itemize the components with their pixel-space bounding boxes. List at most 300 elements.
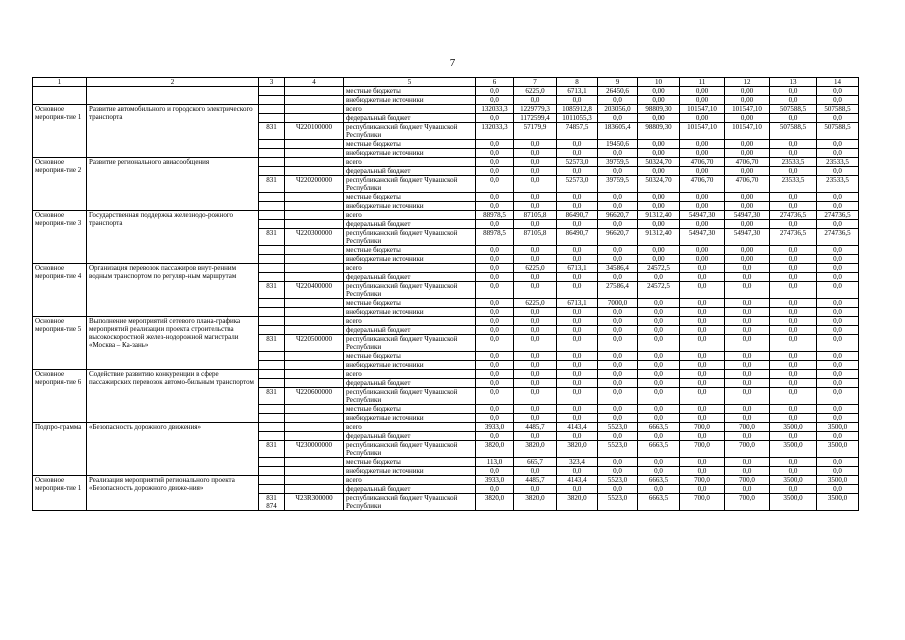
budget-code [285, 414, 344, 423]
amount-cell: 3500,0 [817, 441, 859, 458]
amount-cell: 23533,5 [817, 176, 859, 193]
budget-code [285, 299, 344, 308]
table-row [33, 317, 859, 326]
funding-source: республиканский бюджет Чувашской Республики [344, 123, 476, 140]
column-number-row [33, 78, 859, 87]
status-label: Основное мероприя-тие 2 [33, 158, 87, 211]
funding-source: федеральный бюджет [344, 220, 476, 229]
amount-cell: 0,0 [770, 352, 817, 361]
amount-cell: 0,0 [514, 352, 557, 361]
status-label: Основное мероприя-тие 1 [33, 476, 87, 511]
ministry-code [259, 273, 285, 282]
amount-cell: 0,0 [598, 96, 638, 105]
budget-code [285, 96, 344, 105]
amount-cell: 101547,10 [725, 123, 770, 140]
amount-cell: 6663,5 [638, 441, 680, 458]
ministry-code [259, 114, 285, 123]
amount-cell: 24572,5 [638, 282, 680, 299]
measure-title: Реализация мероприятий регионального проекта «Безопасность дорожного движе-ния» [87, 476, 259, 511]
amount-cell: 0,0 [598, 388, 638, 405]
ministry-code: 831 [259, 388, 285, 405]
ministry-code [259, 211, 285, 220]
amount-cell: 0,00 [725, 87, 770, 96]
amount-cell: 0,0 [514, 202, 557, 211]
amount-cell: 3500,0 [817, 476, 859, 485]
amount-cell: 23533,5 [770, 158, 817, 167]
amount-cell: 0,0 [817, 361, 859, 370]
ministry-code [259, 167, 285, 176]
funding-source: всего [344, 105, 476, 114]
amount-cell: 0,0 [817, 467, 859, 476]
ministry-code [259, 96, 285, 105]
amount-cell: 0,0 [514, 96, 557, 105]
amount-cell: 98809,30 [638, 123, 680, 140]
amount-cell: 0,0 [514, 193, 557, 202]
amount-cell: 0,0 [514, 176, 557, 193]
amount-cell: 0,0 [770, 361, 817, 370]
amount-cell: 0,0 [476, 246, 514, 255]
budget-code [285, 308, 344, 317]
amount-cell: 5523,0 [598, 476, 638, 485]
amount-cell: 0,0 [770, 87, 817, 96]
budget-code: Ч220500000 [285, 335, 344, 352]
amount-cell: 0,0 [638, 317, 680, 326]
table-row [33, 87, 859, 96]
budget-code [285, 114, 344, 123]
amount-cell: 0,0 [770, 255, 817, 264]
table-row [33, 264, 859, 273]
amount-cell: 0,0 [817, 282, 859, 299]
amount-cell: 0,0 [557, 352, 598, 361]
amount-cell: 0,0 [770, 299, 817, 308]
funding-source: федеральный бюджет [344, 432, 476, 441]
amount-cell: 0,0 [680, 432, 725, 441]
amount-cell: 0,0 [557, 414, 598, 423]
amount-cell: 39759,5 [598, 158, 638, 167]
amount-cell: 0,0 [514, 140, 557, 149]
column-number: 8 [557, 78, 598, 87]
amount-cell: 0,0 [725, 317, 770, 326]
budget-code [285, 352, 344, 361]
amount-cell: 0,0 [725, 273, 770, 282]
amount-cell: 0,0 [476, 361, 514, 370]
amount-cell: 0,00 [680, 96, 725, 105]
ministry-code [259, 485, 285, 494]
amount-cell: 4706,70 [725, 176, 770, 193]
budget-code: Ч230000000 [285, 441, 344, 458]
amount-cell: 0,0 [557, 467, 598, 476]
funding-source: федеральный бюджет [344, 167, 476, 176]
amount-cell: 0,00 [725, 246, 770, 255]
amount-cell: 0,0 [476, 193, 514, 202]
amount-cell: 4706,70 [680, 176, 725, 193]
amount-cell: 0,0 [817, 414, 859, 423]
amount-cell: 1229779,3 [514, 105, 557, 114]
funding-source: внебюджетные источники [344, 467, 476, 476]
amount-cell: 0,0 [680, 326, 725, 335]
amount-cell: 0,0 [557, 96, 598, 105]
amount-cell: 6663,5 [638, 494, 680, 511]
amount-cell: 3820,0 [514, 441, 557, 458]
ministry-code [259, 193, 285, 202]
amount-cell: 0,0 [770, 370, 817, 379]
amount-cell: 5523,0 [598, 423, 638, 432]
ministry-code [259, 140, 285, 149]
amount-cell: 88978,5 [476, 211, 514, 220]
amount-cell: 0,0 [725, 361, 770, 370]
column-number: 5 [344, 78, 476, 87]
amount-cell: 0,0 [476, 202, 514, 211]
amount-cell: 0,0 [638, 432, 680, 441]
budget-code [285, 202, 344, 211]
table-row [33, 105, 859, 114]
amount-cell: 0,0 [817, 149, 859, 158]
amount-cell: 54947,30 [725, 229, 770, 246]
amount-cell: 74857,5 [557, 123, 598, 140]
budget-table [32, 77, 859, 511]
amount-cell: 0,0 [598, 255, 638, 264]
amount-cell: 0,0 [680, 264, 725, 273]
funding-source: республиканский бюджет Чувашской Республики [344, 388, 476, 405]
measure-title: Государственная поддержка железнодо-рожного транспорта [87, 211, 259, 264]
table-row [33, 158, 859, 167]
amount-cell: 0,00 [680, 193, 725, 202]
budget-code [285, 467, 344, 476]
amount-cell: 0,0 [598, 114, 638, 123]
amount-cell: 0,0 [638, 299, 680, 308]
ministry-code [259, 370, 285, 379]
budget-code [285, 405, 344, 414]
amount-cell: 0,0 [598, 273, 638, 282]
amount-cell: 0,0 [514, 361, 557, 370]
budget-code [285, 211, 344, 220]
amount-cell: 96620,7 [598, 229, 638, 246]
budget-code [285, 220, 344, 229]
amount-cell: 0,0 [638, 361, 680, 370]
amount-cell: 0,00 [638, 246, 680, 255]
amount-cell: 0,0 [817, 299, 859, 308]
amount-cell: 86490,7 [557, 229, 598, 246]
amount-cell: 0,0 [817, 202, 859, 211]
budget-code [285, 140, 344, 149]
budget-code [285, 370, 344, 379]
amount-cell: 6713,1 [557, 299, 598, 308]
amount-cell: 0,0 [598, 405, 638, 414]
amount-cell: 0,0 [557, 361, 598, 370]
amount-cell: 3820,0 [476, 441, 514, 458]
ministry-code: 831 [259, 441, 285, 458]
amount-cell: 0,0 [638, 379, 680, 388]
amount-cell: 0,0 [770, 273, 817, 282]
amount-cell: 0,00 [725, 255, 770, 264]
funding-source: местные бюджеты [344, 405, 476, 414]
amount-cell: 0,0 [598, 202, 638, 211]
amount-cell: 0,0 [557, 246, 598, 255]
amount-cell: 0,0 [817, 485, 859, 494]
amount-cell: 39759,5 [598, 176, 638, 193]
budget-code [285, 255, 344, 264]
column-number: 11 [680, 78, 725, 87]
amount-cell: 6713,1 [557, 87, 598, 96]
amount-cell: 1172599,4 [514, 114, 557, 123]
measure-title: Развитие автомобильного и городского электрического транспорта [87, 105, 259, 158]
amount-cell: 0,0 [476, 87, 514, 96]
amount-cell: 274736,5 [770, 229, 817, 246]
amount-cell: 0,0 [514, 167, 557, 176]
amount-cell: 0,00 [680, 140, 725, 149]
amount-cell: 0,0 [770, 149, 817, 158]
ministry-code [259, 361, 285, 370]
budget-code [285, 432, 344, 441]
amount-cell: 0,0 [680, 485, 725, 494]
funding-source: всего [344, 158, 476, 167]
amount-cell: 0,00 [638, 202, 680, 211]
column-number: 6 [476, 78, 514, 87]
amount-cell: 0,0 [770, 405, 817, 414]
ministry-code [259, 423, 285, 432]
amount-cell: 0,0 [680, 308, 725, 317]
amount-cell: 7000,0 [598, 299, 638, 308]
amount-cell: 0,00 [680, 255, 725, 264]
amount-cell: 0,00 [638, 167, 680, 176]
amount-cell: 0,0 [514, 308, 557, 317]
amount-cell: 0,0 [476, 485, 514, 494]
amount-cell: 665,7 [514, 458, 557, 467]
amount-cell: 0,0 [725, 485, 770, 494]
amount-cell: 0,0 [638, 388, 680, 405]
budget-code [285, 193, 344, 202]
amount-cell: 0,0 [598, 167, 638, 176]
ministry-code: 831 [259, 282, 285, 299]
ministry-code [259, 255, 285, 264]
amount-cell: 0,00 [638, 114, 680, 123]
ministry-code [259, 379, 285, 388]
funding-source: республиканский бюджет Чувашской Республики [344, 441, 476, 458]
funding-source: внебюджетные источники [344, 308, 476, 317]
column-number: 10 [638, 78, 680, 87]
amount-cell: 0,00 [638, 193, 680, 202]
amount-cell: 132033,3 [476, 105, 514, 114]
funding-source: местные бюджеты [344, 246, 476, 255]
funding-source: федеральный бюджет [344, 379, 476, 388]
ministry-code [259, 220, 285, 229]
funding-source: всего [344, 211, 476, 220]
amount-cell: 101547,10 [680, 105, 725, 114]
amount-cell: 0,0 [557, 379, 598, 388]
amount-cell: 0,0 [514, 405, 557, 414]
amount-cell: 0,0 [770, 282, 817, 299]
amount-cell: 0,0 [557, 273, 598, 282]
amount-cell: 5523,0 [598, 441, 638, 458]
budget-code [285, 458, 344, 467]
column-number: 2 [87, 78, 259, 87]
ministry-code [259, 105, 285, 114]
amount-cell: 0,00 [638, 220, 680, 229]
amount-cell: 700,0 [680, 441, 725, 458]
amount-cell: 0,0 [817, 317, 859, 326]
amount-cell: 507588,5 [770, 105, 817, 114]
status-label [33, 87, 87, 105]
amount-cell: 0,0 [817, 193, 859, 202]
amount-cell: 23533,5 [817, 158, 859, 167]
amount-cell: 0,0 [817, 114, 859, 123]
amount-cell: 0,0 [638, 308, 680, 317]
column-number: 12 [725, 78, 770, 87]
amount-cell: 274736,5 [817, 211, 859, 220]
amount-cell: 0,0 [598, 458, 638, 467]
budget-code [285, 476, 344, 485]
budget-code [285, 158, 344, 167]
amount-cell: 19450,6 [598, 140, 638, 149]
funding-source: республиканский бюджет Чувашской Республики [344, 335, 476, 352]
amount-cell: 98809,30 [638, 105, 680, 114]
amount-cell: 0,0 [598, 432, 638, 441]
amount-cell: 0,00 [725, 96, 770, 105]
amount-cell: 4143,4 [557, 423, 598, 432]
amount-cell: 0,0 [598, 335, 638, 352]
amount-cell: 54947,30 [680, 211, 725, 220]
amount-cell: 183605,4 [598, 123, 638, 140]
measure-title: Содействие развитию конкуренции в сфере пассажирских перевозок автомо-бильным транспортом [87, 370, 259, 423]
amount-cell: 0,0 [476, 149, 514, 158]
amount-cell: 0,0 [680, 361, 725, 370]
ministry-code [259, 149, 285, 158]
amount-cell: 0,0 [514, 388, 557, 405]
budget-code [285, 423, 344, 432]
amount-cell: 0,0 [598, 352, 638, 361]
amount-cell: 0,0 [680, 352, 725, 361]
funding-source: федеральный бюджет [344, 114, 476, 123]
amount-cell: 0,0 [770, 335, 817, 352]
amount-cell: 0,0 [817, 87, 859, 96]
amount-cell: 0,0 [770, 458, 817, 467]
budget-code [285, 167, 344, 176]
amount-cell: 0,0 [514, 335, 557, 352]
budget-code [285, 246, 344, 255]
amount-cell: 0,0 [598, 317, 638, 326]
amount-cell: 3500,0 [817, 494, 859, 511]
funding-source: внебюджетные источники [344, 202, 476, 211]
amount-cell: 4706,70 [725, 158, 770, 167]
amount-cell: 0,00 [680, 87, 725, 96]
amount-cell: 3500,0 [770, 441, 817, 458]
ministry-code: 831 874 [259, 494, 285, 511]
amount-cell: 0,0 [476, 388, 514, 405]
amount-cell: 34586,4 [598, 264, 638, 273]
amount-cell: 0,0 [557, 326, 598, 335]
amount-cell: 700,0 [725, 494, 770, 511]
ministry-code [259, 405, 285, 414]
amount-cell: 0,0 [817, 273, 859, 282]
status-label: Основное мероприя-тие 4 [33, 264, 87, 317]
funding-source: внебюджетные источники [344, 149, 476, 158]
amount-cell: 0,0 [725, 335, 770, 352]
amount-cell: 0,0 [817, 96, 859, 105]
page-number: 7 [449, 57, 456, 69]
budget-code [285, 105, 344, 114]
amount-cell: 0,0 [476, 370, 514, 379]
amount-cell: 86490,7 [557, 211, 598, 220]
amount-cell: 0,0 [514, 432, 557, 441]
funding-source: внебюджетные источники [344, 255, 476, 264]
measure-title [87, 87, 259, 105]
amount-cell: 0,0 [680, 414, 725, 423]
amount-cell: 0,0 [770, 308, 817, 317]
amount-cell: 0,0 [770, 414, 817, 423]
ministry-code: 831 [259, 335, 285, 352]
status-label: Основное мероприя-тие 3 [33, 211, 87, 264]
amount-cell: 0,0 [770, 467, 817, 476]
amount-cell: 0,0 [557, 432, 598, 441]
column-number: 1 [33, 78, 87, 87]
amount-cell: 0,00 [680, 167, 725, 176]
amount-cell: 0,0 [476, 326, 514, 335]
amount-cell: 6225,0 [514, 87, 557, 96]
amount-cell: 0,0 [476, 379, 514, 388]
ministry-code: 831 [259, 229, 285, 246]
amount-cell: 0,0 [598, 467, 638, 476]
table-row [33, 211, 859, 220]
amount-cell: 0,00 [725, 202, 770, 211]
amount-cell: 0,0 [770, 485, 817, 494]
amount-cell: 0,0 [557, 370, 598, 379]
amount-cell: 0,0 [680, 273, 725, 282]
amount-cell: 0,00 [638, 140, 680, 149]
amount-cell: 507588,5 [770, 123, 817, 140]
amount-cell: 0,0 [817, 458, 859, 467]
ministry-code [259, 87, 285, 96]
amount-cell: 0,0 [557, 282, 598, 299]
amount-cell: 0,0 [476, 299, 514, 308]
amount-cell: 700,0 [725, 476, 770, 485]
status-label: Подпро-грамма [33, 423, 87, 476]
funding-source: всего [344, 264, 476, 273]
amount-cell: 700,0 [680, 476, 725, 485]
funding-source: федеральный бюджет [344, 326, 476, 335]
amount-cell: 0,0 [817, 352, 859, 361]
amount-cell: 0,0 [598, 220, 638, 229]
amount-cell: 0,00 [725, 167, 770, 176]
funding-source: республиканский бюджет Чувашской Республики [344, 494, 476, 511]
ministry-code [259, 352, 285, 361]
amount-cell: 700,0 [680, 423, 725, 432]
funding-source: внебюджетные источники [344, 414, 476, 423]
budget-code [285, 326, 344, 335]
budget-code: Ч220400000 [285, 282, 344, 299]
amount-cell: 0,0 [817, 432, 859, 441]
amount-cell: 50324,70 [638, 158, 680, 167]
measure-title: Выполнение мероприятий сетевого плана-графика мероприятий реализации проекта строительства высокоскоростной желез-нодорожной магистрали «Москва – Ка-зань» [87, 317, 259, 370]
amount-cell: 0,0 [725, 282, 770, 299]
amount-cell: 0,00 [680, 220, 725, 229]
amount-cell: 0,0 [817, 255, 859, 264]
amount-cell: 0,0 [514, 467, 557, 476]
funding-source: республиканский бюджет Чувашской Республики [344, 282, 476, 299]
amount-cell: 24572,5 [638, 264, 680, 273]
budget-code: Ч220300000 [285, 229, 344, 246]
amount-cell: 0,0 [557, 485, 598, 494]
funding-source: местные бюджеты [344, 458, 476, 467]
amount-cell: 0,0 [817, 140, 859, 149]
amount-cell: 0,0 [638, 405, 680, 414]
amount-cell: 0,00 [638, 96, 680, 105]
amount-cell: 0,0 [680, 299, 725, 308]
amount-cell: 4143,4 [557, 476, 598, 485]
amount-cell: 0,00 [680, 149, 725, 158]
amount-cell: 0,0 [557, 140, 598, 149]
amount-cell: 0,0 [817, 167, 859, 176]
amount-cell: 0,0 [770, 114, 817, 123]
